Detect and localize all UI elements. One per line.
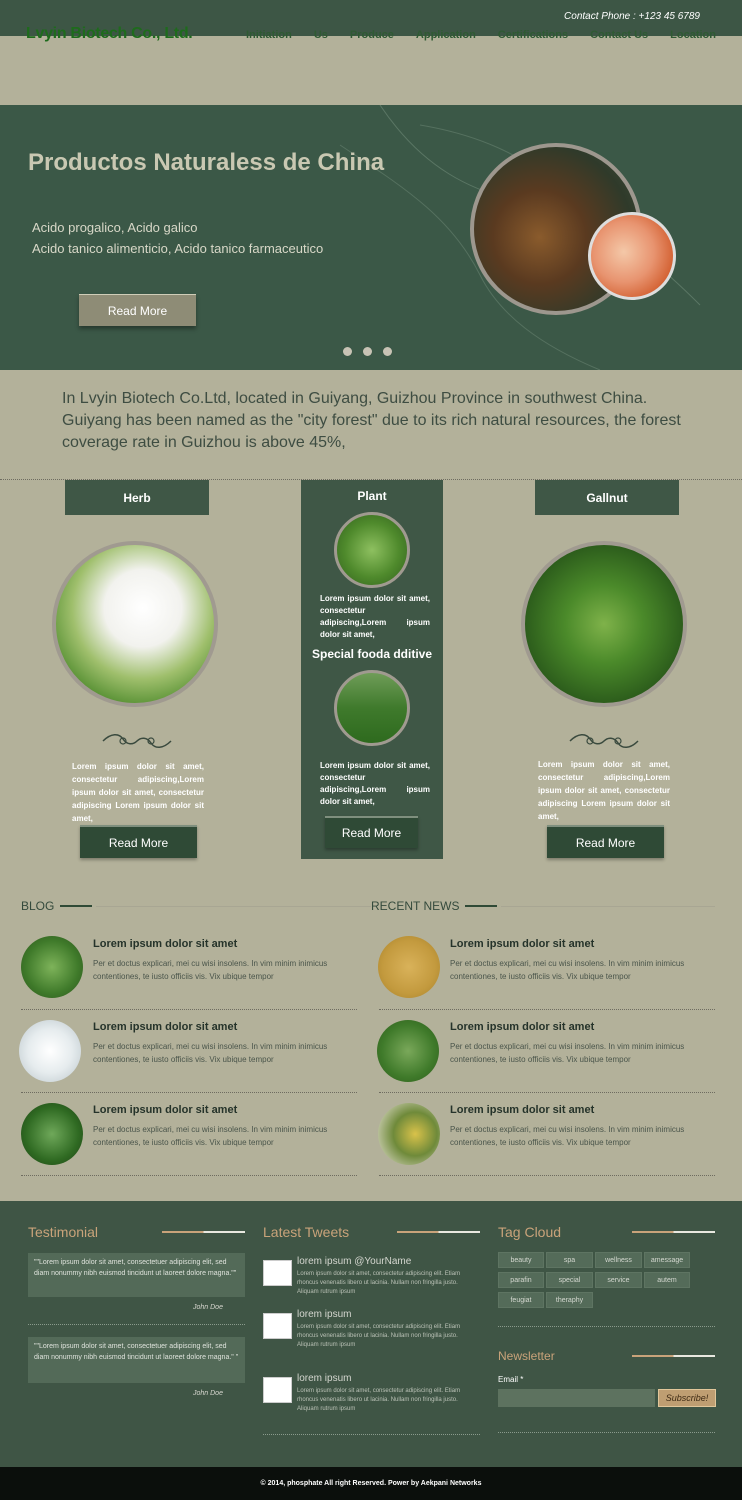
slider-dot-2[interactable] — [363, 347, 372, 356]
plant-read-more-button[interactable]: Read More — [325, 816, 418, 848]
tag-feugiat[interactable]: feugiat — [498, 1292, 544, 1308]
blog-item-1-title[interactable]: Lorem ipsum dolor sit amet — [93, 938, 238, 950]
gallnut-image — [521, 541, 687, 707]
plant-image — [334, 512, 410, 588]
testimonial-author-2: John Doe — [193, 1390, 223, 1397]
newsletter-separator — [498, 1432, 715, 1433]
news-item-3-desc: Per et doctus explicari, mei cu wisi insolens. In vim minim inimicus contentiones, te iusto officiis vis. Vix ubique tempor — [450, 1125, 685, 1147]
blog-heading — [21, 899, 96, 913]
testimonial-quote-1: ""Lorem ipsum dolor sit amet, consectetuer adipiscing elit, sed diam nonummy nibh euismod tincidunt ut laoreet dolore magna."" — [28, 1253, 245, 1297]
tweet-avatar-2 — [263, 1313, 292, 1339]
tweets-separator — [263, 1434, 480, 1435]
testimonial-rule — [162, 1231, 245, 1233]
tweet-2-head[interactable]: lorem ipsum — [297, 1309, 352, 1320]
blog-item-1-desc: Per et doctus explicari, mei cu wisi insolens. In vim minim inimicus contentiones, te iusto officiis vis. Vix ubique tempor — [93, 959, 328, 981]
site-logo[interactable]: Lvyin Biotech Co., Ltd. — [26, 25, 193, 42]
tweets-rule — [397, 1231, 480, 1233]
blog-item-3-title[interactable]: Lorem ipsum dolor sit amet — [93, 1104, 238, 1116]
tweets-title: Latest Tweets — [263, 1224, 350, 1240]
gallnut-tab[interactable]: Gallnut — [535, 480, 679, 515]
tweet-avatar-3 — [263, 1377, 292, 1403]
special-food-additive-title: Special fooda dditive — [311, 647, 433, 661]
news-item-1-desc: Per et doctus explicari, mei cu wisi insolens. In vim minim inimicus contentiones, te iusto officiis vis. Vix ubique tempor — [450, 959, 685, 981]
tweet-2-text: Lorem ipsum dolor sit amet, consectetur adipiscing elit. Etiam rhoncus venenatis libero ut lacinia. Nullam non fringilla justo. Aliquam rutrum ipsum — [297, 1324, 461, 1348]
tag-parafin[interactable]: parafin — [498, 1272, 544, 1288]
tag-autem[interactable]: autem — [644, 1272, 690, 1288]
news-separator — [379, 1175, 715, 1176]
nav-initiation[interactable]: Initiation — [246, 29, 292, 41]
blog-separator — [21, 1092, 357, 1093]
herb-read-more-button[interactable]: Read More — [80, 825, 197, 858]
blog-heading-label: BLOG — [21, 899, 55, 913]
site-header — [0, 36, 742, 105]
blog-item-1-image[interactable] — [21, 936, 83, 998]
blog-item-2-image[interactable] — [19, 1020, 81, 1082]
hero-line-1: Acido progalico, Acido galico — [32, 220, 198, 235]
tag-cloud-rule — [632, 1231, 715, 1233]
tag-amessage[interactable]: amessage — [644, 1252, 690, 1268]
hero-read-more-button[interactable]: Read More — [79, 294, 196, 326]
slider-dot-1[interactable] — [343, 347, 352, 356]
tweet-1-text: Lorem ipsum dolor sit amet, consectetur adipiscing elit. Etiam rhoncus venenatis libero ut lacinia. Nullam non fringilla justo. Aliquam rutrum ipsum — [297, 1271, 461, 1295]
slider-dots — [343, 347, 392, 356]
hero-spa-image — [588, 212, 676, 300]
testimonial-title: Testimonial — [28, 1224, 99, 1240]
main-nav — [224, 29, 716, 41]
blog-item-2-desc: Per et doctus explicari, mei cu wisi insolens. In vim minim inimicus contentiones, te iusto officiis vis. Vix ubique tempor — [93, 1042, 328, 1064]
copyright-bar: © 2014, phosphate All right Reserved. Power by Aekpani Networks — [0, 1467, 742, 1500]
blog-news-rule — [21, 906, 715, 907]
nav-produce[interactable]: Produce — [349, 29, 394, 41]
blog-item-3-desc: Per et doctus explicari, mei cu wisi insolens. In vim minim inimicus contentiones, te iusto officiis vis. Vix ubique tempor — [93, 1125, 328, 1147]
nav-certifications[interactable]: Certifications — [497, 29, 569, 41]
tag-cloud-separator — [498, 1326, 715, 1327]
news-heading — [371, 899, 501, 913]
tweet-3-text: Lorem ipsum dolor sit amet, consectetur adipiscing elit. Etiam rhoncus venenatis libero ut lacinia. Nullam non fringilla justo. Aliquam rutrum ipsum — [297, 1388, 461, 1412]
news-item-3-image[interactable] — [378, 1103, 440, 1165]
news-separator — [379, 1092, 715, 1093]
ornament-icon — [568, 731, 640, 751]
testimonial-quote-2: ""Lorem ipsum dolor sit amet, consectetuer adipiscing elit, sed diam nonummy nibh euismod tincidunt ut laoreet dolore magna." " — [28, 1337, 245, 1383]
contact-phone: Contact Phone : +123 45 6789 — [564, 11, 700, 22]
news-item-2-image[interactable] — [377, 1020, 439, 1082]
intro-text: In Lvyin Biotech Co.Ltd, located in Guiyang, Guizhou Province in southwest China. Guiyang has been named as the "city forest" due to its rich natural resources, the forest coverage rate in Guizhou is above 45%, — [62, 390, 681, 451]
intro-section — [0, 370, 742, 480]
nav-contact-us[interactable]: Contact Us — [590, 29, 649, 41]
herb-image — [52, 541, 218, 707]
tweet-avatar-1 — [263, 1260, 292, 1286]
news-heading-label: RECENT NEWS — [371, 899, 460, 913]
gallnut-text: Lorem ipsum dolor sit amet, consectetur adipiscing,Lorem ipsum dolor sit amet, consectetur adipiscing Lorem ipsum dolor sit amet, — [538, 760, 670, 821]
herb-text: Lorem ipsum dolor sit amet, consectetur adipiscing,Lorem ipsum dolor sit amet, consectetur adipiscing Lorem ipsum dolor sit amet, — [72, 762, 204, 823]
nav-location[interactable]: Location — [670, 29, 716, 41]
hero-slider — [0, 105, 742, 370]
blog-item-3-image[interactable] — [21, 1103, 83, 1165]
tag-service[interactable]: service — [595, 1272, 642, 1288]
tag-cloud-title: Tag Cloud — [498, 1224, 562, 1240]
plant-text: Lorem ipsum dolor sit amet, consectetur adipiscing,Lorem ipsum dolor sit amet, — [320, 594, 430, 639]
tag-wellness[interactable]: wellness — [595, 1252, 642, 1268]
tag-special[interactable]: special — [546, 1272, 593, 1288]
testimonial-author-1: John Doe — [193, 1304, 223, 1311]
blog-item-2-title[interactable]: Lorem ipsum dolor sit amet — [93, 1021, 238, 1033]
gallnut-read-more-button[interactable]: Read More — [547, 825, 664, 858]
slider-dot-3[interactable] — [383, 347, 392, 356]
newsletter-email-input[interactable] — [498, 1389, 655, 1407]
newsletter-email-label: Email * — [498, 1375, 524, 1384]
tag-theraphy[interactable]: theraphy — [546, 1292, 593, 1308]
hero-title: Productos Naturaless de China — [28, 149, 385, 176]
subscribe-button[interactable]: Subscribe! — [658, 1389, 716, 1407]
news-item-1-image[interactable] — [378, 936, 440, 998]
blog-separator — [21, 1175, 357, 1176]
news-item-2-title[interactable]: Lorem ipsum dolor sit amet — [450, 1021, 595, 1033]
news-item-1-title[interactable]: Lorem ipsum dolor sit amet — [450, 938, 595, 950]
tweet-1-head[interactable]: lorem ipsum @YourName — [297, 1256, 412, 1267]
news-separator — [379, 1009, 715, 1010]
hero-line-2: Acido tanico alimenticio, Acido tanico farmaceutico — [32, 241, 324, 256]
newsletter-rule — [632, 1355, 715, 1357]
nav-application[interactable]: Application — [415, 29, 476, 41]
ornament-icon — [101, 731, 173, 751]
nav-us[interactable]: Us — [313, 29, 328, 41]
testimonial-separator — [28, 1324, 245, 1325]
food-additive-text: Lorem ipsum dolor sit amet, consectetur adipiscing,Lorem ipsum dolor sit amet, — [320, 761, 430, 806]
news-item-2-desc: Per et doctus explicari, mei cu wisi insolens. In vim minim inimicus contentiones, te iusto officiis vis. Vix ubique tempor — [450, 1042, 685, 1064]
newsletter-title: Newsletter — [498, 1349, 555, 1363]
herb-tab[interactable]: Herb — [65, 480, 209, 515]
plant-title: Plant — [357, 489, 387, 503]
tweet-3-head[interactable]: lorem ipsum — [297, 1373, 352, 1384]
news-item-3-title[interactable]: Lorem ipsum dolor sit amet — [450, 1104, 595, 1116]
blog-separator — [21, 1009, 357, 1010]
food-additive-image — [334, 670, 410, 746]
tag-beauty[interactable]: beauty — [498, 1252, 544, 1268]
tag-spa[interactable]: spa — [546, 1252, 593, 1268]
